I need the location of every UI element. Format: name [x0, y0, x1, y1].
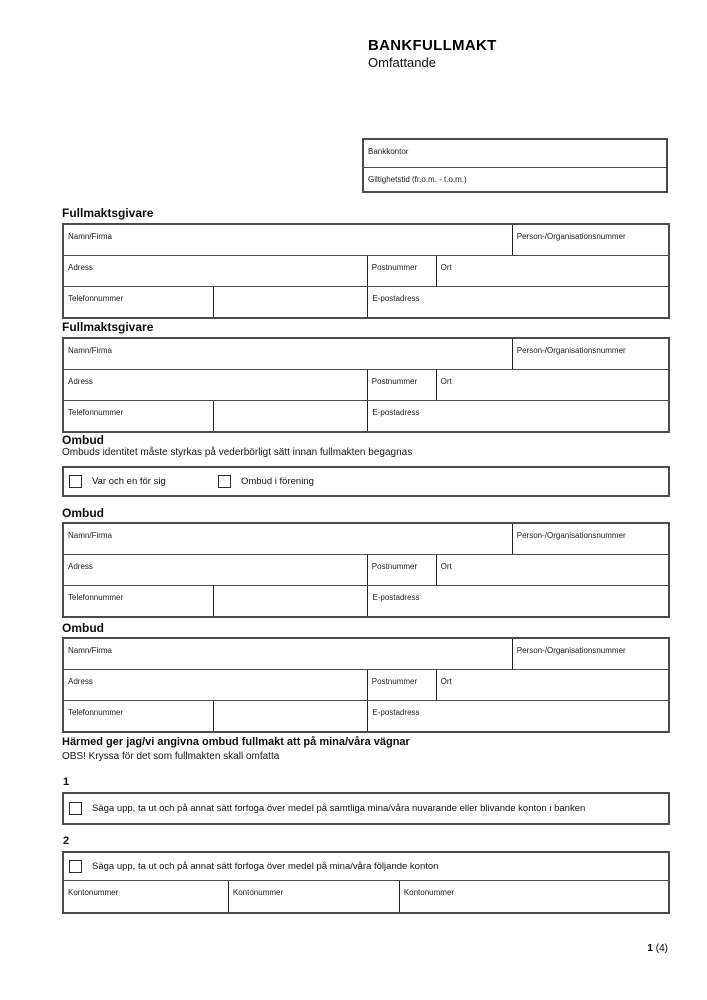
epostadress-label: E-postadress — [372, 593, 420, 602]
mandate-item-1-box — [62, 792, 670, 825]
giltighetstid-field[interactable] — [364, 167, 666, 191]
namn-firma-field[interactable] — [64, 639, 513, 669]
page-title: BANKFULLMAKT — [368, 37, 497, 54]
ort-label: Ort — [440, 263, 452, 272]
telefonnummer-field[interactable] — [64, 287, 214, 317]
epostadress-label: E-postadress — [372, 408, 420, 417]
telefonnummer-label: Telefonnummer — [68, 593, 124, 602]
section-heading-fullmaktsgivare-2: Fullmaktsgivare — [62, 320, 154, 334]
mandate-item-2-box — [62, 851, 670, 914]
kontonummer-label: Kontonummer — [68, 888, 119, 897]
mandate-note: OBS! Kryssa för det som fullmakten skall omfatta — [62, 751, 280, 762]
epostadress-label: E-postadress — [372, 294, 420, 303]
ort-field[interactable] — [437, 256, 668, 286]
phone-row — [64, 700, 668, 731]
ort-label: Ort — [440, 677, 452, 686]
epostadress-field[interactable] — [368, 401, 668, 431]
postnummer-label: Postnummer — [371, 562, 418, 571]
postnummer-field[interactable] — [368, 256, 437, 286]
section-heading-ombud-2: Ombud — [62, 621, 104, 635]
kontonummer-field-2[interactable] — [229, 881, 400, 912]
adress-label: Adress — [68, 263, 93, 272]
fullmaktsgivare-1-box — [62, 223, 670, 319]
checkbox-foljande-konton-label: Säga upp, ta ut och på annat sätt forfoga över medel på mina/våra följande konton — [92, 861, 439, 872]
page-subtitle: Omfattande — [368, 55, 436, 70]
phone-row — [64, 400, 668, 431]
checkbox-var-och-en[interactable] — [69, 475, 82, 488]
person-orgnr-field[interactable] — [513, 339, 668, 369]
postnummer-field[interactable] — [368, 370, 437, 400]
address-row — [64, 554, 668, 585]
phone-row — [64, 585, 668, 616]
postnummer-field[interactable] — [368, 670, 437, 700]
adress-label: Adress — [68, 677, 93, 686]
ombud-choice-box — [62, 466, 670, 497]
title-block — [368, 37, 497, 70]
epostadress-field[interactable] — [368, 701, 668, 731]
checkbox-samtliga-konton-label: Säga upp, ta ut och på annat sätt forfoga över medel på samtliga mina/våra nuvarande eller blivande konton i banken — [92, 803, 586, 814]
fullmaktsgivare-2-box — [62, 337, 670, 433]
ort-field[interactable] — [437, 670, 668, 700]
telefonnummer-field[interactable] — [64, 401, 214, 431]
namn-firma-label: Namn/Firma — [68, 531, 113, 540]
telefonnummer-field[interactable] — [64, 586, 214, 616]
name-row — [64, 225, 668, 255]
checkbox-ombud-i-forening-label: Ombud i förening — [241, 476, 314, 487]
person-orgnr-field[interactable] — [513, 639, 668, 669]
name-row — [64, 524, 668, 554]
mandate-item-2-check-row — [64, 853, 668, 880]
ort-field[interactable] — [437, 370, 668, 400]
person-orgnr-label: Person-/Organisationsnummer — [516, 646, 626, 655]
address-row — [64, 669, 668, 700]
kontonummer-field-1[interactable] — [64, 881, 229, 912]
postnummer-label: Postnummer — [371, 377, 418, 386]
namn-firma-field[interactable] — [64, 524, 513, 554]
namn-firma-label: Namn/Firma — [68, 346, 113, 355]
name-row — [64, 339, 668, 369]
epostadress-field[interactable] — [368, 287, 668, 317]
mandate-heading: Härmed ger jag/vi angivna ombud fullmakt att på mina/våra vägnar — [62, 736, 410, 748]
bankkontor-field[interactable] — [364, 140, 666, 167]
telefonnummer-extra-field[interactable] — [214, 287, 369, 317]
phone-row — [64, 286, 668, 317]
telefonnummer-label: Telefonnummer — [68, 708, 124, 717]
kontonummer-label: Kontonummer — [232, 888, 284, 897]
page-number-current: 1 — [647, 943, 653, 954]
mandate-item-1-number: 1 — [63, 776, 70, 788]
address-row — [64, 255, 668, 286]
mandate-item-2-number: 2 — [63, 835, 70, 847]
section-heading-fullmaktsgivare-1: Fullmaktsgivare — [62, 206, 154, 220]
namn-firma-field[interactable] — [64, 225, 513, 255]
kontonummer-label: Kontonummer — [403, 888, 455, 897]
postnummer-field[interactable] — [368, 555, 437, 585]
ort-field[interactable] — [437, 555, 668, 585]
telefonnummer-field[interactable] — [64, 701, 214, 731]
epostadress-label: E-postadress — [372, 708, 420, 717]
ombud-2-box — [62, 637, 670, 733]
checkbox-foljande-konton[interactable] — [69, 860, 82, 873]
adress-label: Adress — [68, 377, 93, 386]
choice-var-och-en — [69, 468, 166, 495]
adress-field[interactable] — [64, 670, 368, 700]
telefonnummer-extra-field[interactable] — [214, 701, 369, 731]
telefonnummer-label: Telefonnummer — [68, 408, 124, 417]
section-heading-ombud-val: Ombud — [62, 433, 104, 447]
kontonummer-row — [64, 880, 668, 912]
namn-firma-field[interactable] — [64, 339, 513, 369]
telefonnummer-extra-field[interactable] — [214, 401, 369, 431]
postnummer-label: Postnummer — [371, 263, 418, 272]
ombud-description: Ombuds identitet måste styrkas på vederbörligt sätt innan fullmakten begagnas — [62, 447, 413, 458]
name-row — [64, 639, 668, 669]
namn-firma-label: Namn/Firma — [68, 232, 113, 241]
bank-info-box — [362, 138, 668, 193]
section-heading-ombud-1: Ombud — [62, 506, 104, 520]
adress-field[interactable] — [64, 370, 368, 400]
ort-label: Ort — [440, 562, 452, 571]
person-orgnr-label: Person-/Organisationsnummer — [516, 531, 626, 540]
postnummer-label: Postnummer — [371, 677, 418, 686]
checkbox-var-och-en-label: Var och en för sig — [92, 476, 166, 487]
adress-label: Adress — [68, 562, 93, 571]
address-row — [64, 369, 668, 400]
kontonummer-field-3[interactable] — [400, 881, 668, 912]
checkbox-samtliga-konton[interactable] — [69, 802, 82, 815]
person-orgnr-label: Person-/Organisationsnummer — [516, 232, 626, 241]
ombud-1-box — [62, 522, 670, 618]
person-orgnr-field[interactable] — [513, 225, 668, 255]
page-number-total: (4) — [655, 943, 668, 954]
choice-ombud-i-forening — [218, 468, 314, 495]
person-orgnr-field[interactable] — [513, 524, 668, 554]
adress-field[interactable] — [64, 555, 368, 585]
epostadress-field[interactable] — [368, 586, 668, 616]
person-orgnr-label: Person-/Organisationsnummer — [516, 346, 626, 355]
namn-firma-label: Namn/Firma — [68, 646, 113, 655]
bankkontor-label: Bankkontor — [368, 147, 409, 156]
telefonnummer-extra-field[interactable] — [214, 586, 369, 616]
checkbox-ombud-i-forening[interactable] — [218, 475, 231, 488]
page-number — [560, 943, 668, 954]
giltighetstid-label: Giltighetstid (fr.o.m. - t.o.m.) — [368, 175, 467, 184]
adress-field[interactable] — [64, 256, 368, 286]
telefonnummer-label: Telefonnummer — [68, 294, 124, 303]
ort-label: Ort — [440, 377, 452, 386]
